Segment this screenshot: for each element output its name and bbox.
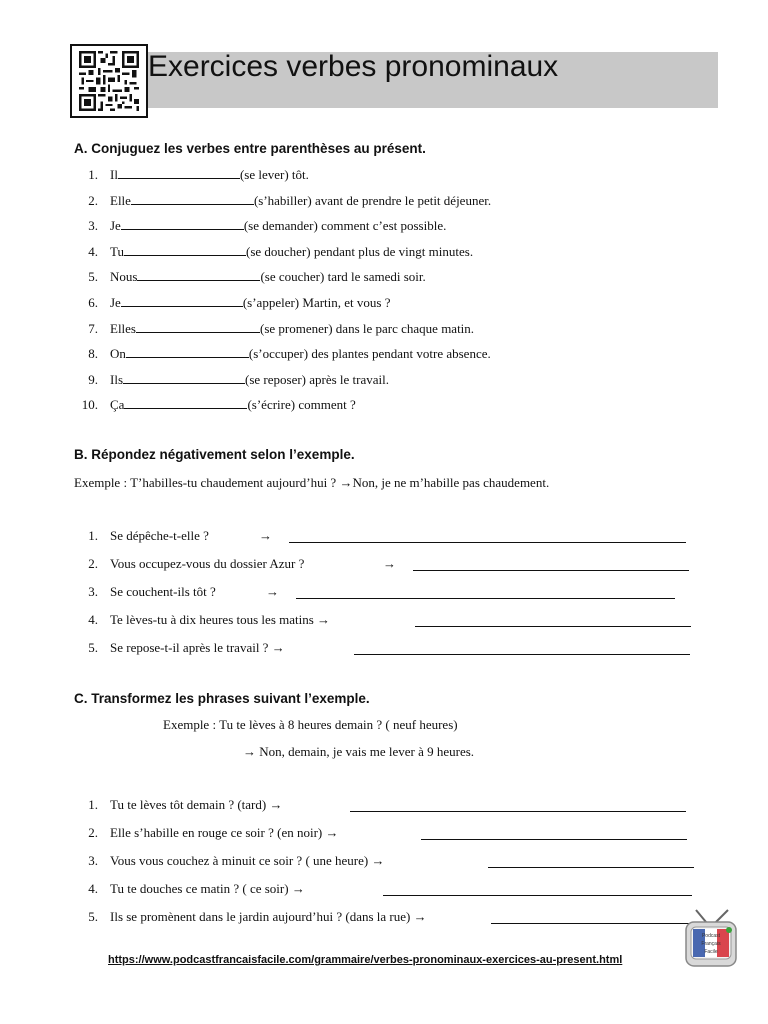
answer-line[interactable] xyxy=(289,542,686,543)
answer-blank[interactable] xyxy=(124,245,246,256)
item-number: 10. xyxy=(81,397,98,412)
item-number: 5. xyxy=(88,269,98,284)
item-subject: Je xyxy=(110,295,121,310)
item-number: 3. xyxy=(88,853,98,868)
item-question: Tu te douches ce matin ? ( ce soir) → xyxy=(110,881,305,896)
exercise-item xyxy=(110,218,446,234)
exercise-item xyxy=(110,346,491,362)
answer-blank[interactable] xyxy=(121,296,243,307)
exercise-item xyxy=(110,193,491,209)
arrow-icon: → xyxy=(259,528,272,543)
answer-blank[interactable] xyxy=(118,168,240,179)
exercise-item xyxy=(110,167,309,183)
item-verb-hint: (se promener) dans le parc chaque matin. xyxy=(260,321,475,336)
exercise-item xyxy=(110,244,473,260)
item-number: 9. xyxy=(88,372,98,387)
source-link[interactable]: https://www.podcastfrancaisfacile.com/grammaire/verbes-pronominaux-exercices-au-present.html xyxy=(108,954,623,966)
item-question: Se repose-t-il après le travail ? → xyxy=(110,640,285,655)
section-c-example-line1: Exemple : Tu te lèves à 8 heures demain ? ( neuf heures) xyxy=(163,717,458,732)
item-number: 8. xyxy=(88,346,98,361)
section-c-example-line2: → Non, demain, je vais me lever à 9 heures. xyxy=(243,744,475,759)
item-verb-hint: (se reposer) après le travail. xyxy=(245,372,390,387)
answer-line[interactable] xyxy=(296,598,675,599)
item-question: Se couchent-ils tôt ? xyxy=(110,584,216,599)
answer-line[interactable] xyxy=(415,626,691,627)
item-verb-hint: (se lever) tôt. xyxy=(239,167,309,182)
item-number: 3. xyxy=(88,584,98,599)
item-verb-hint: (se doucher) pendant plus de vingt minutes. xyxy=(245,244,474,259)
item-question: Elle s’habille en rouge ce soir ? (en noir) → xyxy=(110,825,339,840)
answer-blank[interactable] xyxy=(137,270,260,281)
arrow-icon: → xyxy=(266,584,279,599)
item-verb-hint: (s’appeler) Martin, et vous ? xyxy=(242,295,391,310)
item-verb-hint: (se coucher) tard le samedi soir. xyxy=(260,269,426,284)
item-question: Tu te lèves tôt demain ? (tard) → xyxy=(110,797,283,812)
item-verb-hint: (se demander) comment c’est possible. xyxy=(243,218,447,233)
answer-line[interactable] xyxy=(488,867,694,868)
exercise-item xyxy=(110,269,426,285)
exercise-item xyxy=(110,321,474,337)
item-verb-hint: (s’écrire) comment ? xyxy=(247,397,356,412)
item-question: Vous vous couchez à minuit ce soir ? ( une heure) → xyxy=(110,853,385,868)
answer-blank[interactable] xyxy=(126,347,249,358)
item-subject: Tu xyxy=(110,244,124,259)
answer-line[interactable] xyxy=(350,811,686,812)
item-subject: Je xyxy=(110,218,121,233)
item-subject: Elles xyxy=(110,321,136,336)
answer-line[interactable] xyxy=(383,895,692,896)
item-number: 1. xyxy=(88,797,98,812)
page-title: Exercices verbes pronominaux xyxy=(148,50,559,83)
item-subject: Ça xyxy=(110,397,125,412)
answer-blank[interactable] xyxy=(136,322,260,333)
answer-line[interactable] xyxy=(413,570,689,571)
section-b-heading: B. Répondez négativement selon l’exemple. xyxy=(74,447,355,462)
arrow-icon: → xyxy=(383,556,396,571)
item-number: 2. xyxy=(88,825,98,840)
logo-text-2: Français xyxy=(701,941,721,947)
item-question: Vous occupez-vous du dossier Azur ? xyxy=(110,556,305,571)
item-number: 2. xyxy=(88,193,98,208)
answer-line[interactable] xyxy=(491,923,690,924)
item-number: 4. xyxy=(88,244,98,259)
item-subject: Ils xyxy=(110,372,123,387)
tv-logo-icon xyxy=(684,908,740,975)
answer-line[interactable] xyxy=(421,839,687,840)
item-number: 3. xyxy=(88,218,98,233)
exercise-item xyxy=(110,397,356,413)
item-number: 2. xyxy=(88,556,98,571)
item-number: 5. xyxy=(88,640,98,655)
item-verb-hint: (s’habiller) avant de prendre le petit déjeuner. xyxy=(253,193,492,208)
qr-code-icon xyxy=(79,51,139,111)
section-a-heading: A. Conjuguez les verbes entre parenthèses au présent. xyxy=(74,141,426,156)
section-b-example: Exemple : T’habilles-tu chaudement aujourd’hui ? →Non, je ne m’habille pas chaudement. xyxy=(74,475,550,490)
item-number: 5. xyxy=(88,909,98,924)
section-c-heading: C. Transformez les phrases suivant l’exemple. xyxy=(74,691,370,706)
answer-blank[interactable] xyxy=(123,373,245,384)
item-number: 6. xyxy=(88,295,98,310)
qr-code-frame xyxy=(70,44,148,118)
item-subject: Nous xyxy=(110,269,138,284)
item-number: 4. xyxy=(88,881,98,896)
item-question: Ils se promènent dans le jardin aujourd’hui ? (dans la rue) → xyxy=(110,909,427,924)
item-question: Se dépêche-t-elle ? xyxy=(110,528,209,543)
item-subject: On xyxy=(110,346,126,361)
item-question: Te lèves-tu à dix heures tous les matins → xyxy=(110,612,331,627)
logo-text-3: Facile xyxy=(704,949,718,955)
item-number: 1. xyxy=(88,167,98,182)
item-subject: Elle xyxy=(110,193,131,208)
exercise-item xyxy=(110,372,389,388)
item-number: 7. xyxy=(88,321,98,336)
exercise-item xyxy=(110,295,390,311)
item-verb-hint: (s’occuper) des plantes pendant votre absence. xyxy=(248,346,491,361)
answer-line[interactable] xyxy=(354,654,690,655)
answer-blank[interactable] xyxy=(124,398,247,409)
logo-text-1: Podcast xyxy=(701,933,721,939)
answer-blank[interactable] xyxy=(121,219,244,230)
item-number: 1. xyxy=(88,528,98,543)
item-subject: Il xyxy=(110,167,118,182)
answer-blank[interactable] xyxy=(131,194,254,205)
item-number: 4. xyxy=(88,612,98,627)
